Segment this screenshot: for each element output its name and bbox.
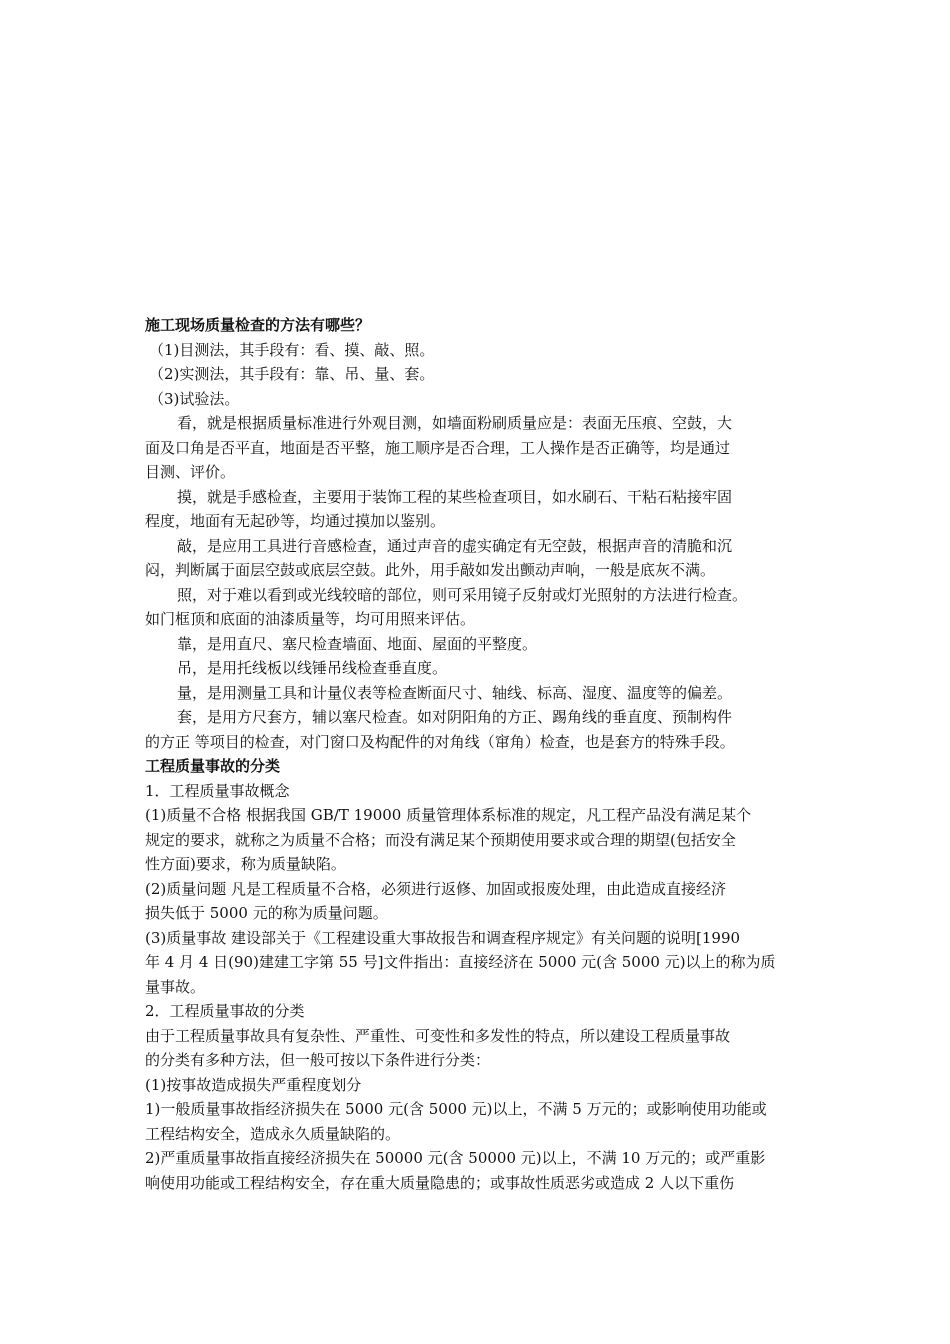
list-item: （1)目测法，其手段有：看、摸、敲、照。 — [149, 340, 435, 359]
paragraph-line: 1)一般质量事故指经济损失在 5000 元(含 5000 元)以上，不满 5 万元的；或影响使用功能或 — [145, 1100, 767, 1118]
paragraph-line: (2)质量问题 凡是工程质量不合格，必须进行返修、加固或报废处理，由此造成直接经济 — [145, 879, 727, 898]
paragraph-line: 敲，是应用工具进行音感检查，通过声音的虚实确定有无空鼓，根据声音的清脆和沉 — [177, 536, 733, 555]
paragraph-line: 规定的要求，就称之为质量不合格；而没有满足某个预期使用要求或合理的期望(包括安全 — [145, 830, 736, 849]
paragraph-line: 照，对于难以看到或光线较暗的部位，则可采用镜子反射或灯光照射的方法进行检查。 — [177, 585, 748, 604]
paragraph-line: 的方正 等项目的检查，对门窗口及构配件的对角线（窜角）检查，也是套方的特殊手段。 — [145, 732, 735, 751]
paragraph-line: 摸，就是手感检查，主要用于装饰工程的某些检查项目，如水刷石、干粘石粘接牢固 — [177, 487, 733, 506]
paragraph-line: (1)质量不合格 根据我国 GB/T 19000 质量管理体系标准的规定，凡工程产品没有满足某个 — [145, 806, 752, 824]
subsection-title: 1．工程质量事故概念 — [145, 781, 290, 800]
list-item: （2)实测法，其手段有：靠、吊、量、套。 — [149, 365, 435, 383]
paragraph-line: 如门框顶和底面的油漆质量等，均可用照来评估。 — [145, 610, 476, 628]
paragraph-line: 吊，是用托线板以线锤吊线检查垂直度。 — [177, 659, 448, 677]
paragraph-line: 目测、评价。 — [145, 463, 236, 481]
paragraph-line: 工程结构安全，造成永久质量缺陷的。 — [145, 1124, 401, 1143]
paragraph-line: 2)严重质量事故指直接经济损失在 50000 元(含 50000 元)以上，不满 10 万元的；或严重影 — [145, 1149, 766, 1167]
paragraph-line: 由于工程质量事故具有复杂性、严重性、可变性和多发性的特点，所以建设工程质量事故 — [145, 1026, 731, 1045]
paragraph-line: 靠，是用直尺、塞尺检查墙面、地面、屋面的平整度。 — [177, 634, 538, 653]
paragraph-line: 年 4 月 4 日(90)建建工字第 55 号]文件指出：直接经济在 5000 元(含 5000 元)以上的称为质 — [145, 953, 776, 971]
paragraph-line: 套，是用方尺套方，辅以塞尺检查。如对阴阳角的方正、踢角线的垂直度、预制构件 — [177, 708, 733, 726]
paragraph-line: 看，就是根据质量标准进行外观目测，如墙面粉刷质量应是：表面无压痕、空鼓，大 — [177, 414, 733, 432]
subsection-title: 2．工程质量事故的分类 — [145, 1002, 305, 1020]
paragraph-line: 量，是用测量工具和计量仪表等检查断面尺寸、轴线、标高、湿度、温度等的偏差。 — [177, 683, 733, 702]
paragraph-line: 闷，判断属于面层空鼓或底层空鼓。此外，用手敲如发出颤动声响，一般是底灰不满。 — [145, 561, 716, 579]
section-heading-accident-classification: 工程质量事故的分类 — [145, 757, 281, 775]
list-item: （3)试验法。 — [149, 389, 240, 408]
paragraph-line: 损失低于 5000 元的称为质量问题。 — [145, 904, 388, 922]
section-heading-inspection-methods: 施工现场质量检查的方法有哪些？ — [145, 316, 371, 334]
paragraph-line: 性方面)要求，称为质量缺陷。 — [145, 855, 346, 873]
paragraph-line: 响使用功能或工程结构安全，存在重大质量隐患的；或事故性质恶劣或造成 2 人以下重伤 — [145, 1173, 735, 1192]
paragraph-line: (3)质量事故 建设部关于《工程建设重大事故报告和调查程序规定》有关问题的说明[1990 — [145, 928, 741, 947]
paragraph-line: 面及口角是否平直，地面是否平整，施工顺序是否合理，工人操作是否正确等，均是通过 — [145, 438, 731, 457]
paragraph-line: (1)按事故造成损失严重程度划分 — [145, 1075, 362, 1094]
paragraph-line: 的分类有多种方法，但一般可按以下条件进行分类： — [145, 1051, 491, 1069]
paragraph-line: 程度，地面有无起砂等，均通过摸加以鉴别。 — [145, 512, 446, 530]
document-body — [145, 313, 813, 1195]
paragraph-line: 量事故。 — [145, 977, 206, 996]
